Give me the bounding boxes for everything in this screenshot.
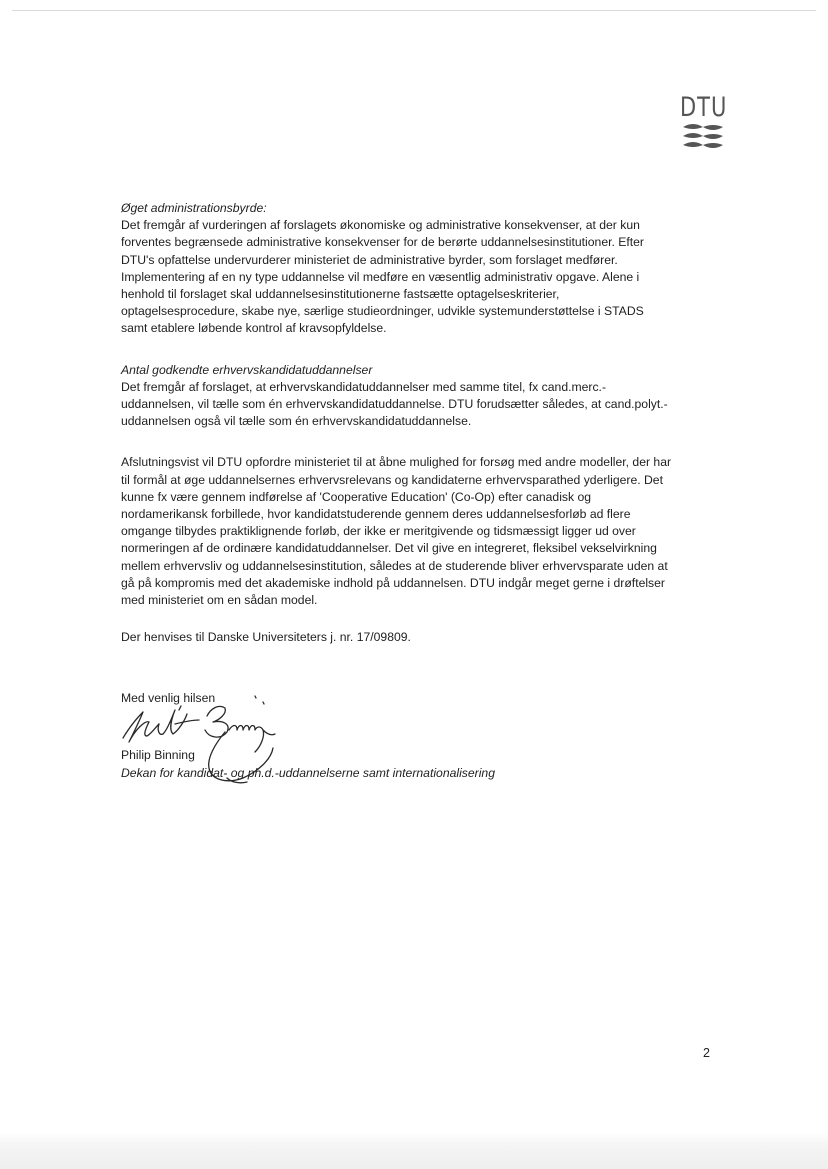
dtu-logo-text: DTU — [680, 92, 728, 122]
signer-name: Philip Binning — [121, 748, 195, 762]
signer-title: Dekan for kandidat- og ph.d.-uddannelserne samt internationalisering — [121, 766, 495, 780]
section-text — [121, 379, 721, 431]
text-line: henhold til forslaget skal uddannelsesinstitutionerne fastsætte optagelseskriterier, — [121, 287, 560, 302]
text-line: med ministeriet om en sådan model. — [121, 593, 318, 608]
signature-block — [121, 690, 721, 800]
text-line: normeringen af de ordinære kandidatuddannelser. Det vil give en integreret, fleksibel vekselvirkning — [121, 541, 657, 556]
reference-line: Der henvises til Danske Universiteters j. nr. 17/09809. — [121, 630, 411, 645]
text-line: Det fremgår af vurderingen af forslagets økonomiske og administrative konsekvenser, at der kun — [121, 218, 640, 233]
text-line: omgange tilbydes praktiklignende forløb, der ikke er meritgivende og tidsmæssigt ligger ud over — [121, 524, 636, 539]
text-line: gå på kompromis med det akademiske indhold på uddannelsen. DTU indgår meget gerne i drøftelser — [121, 575, 665, 590]
text-line: til formål at øge uddannelsernes erhvervsrelevans og kandidaterne erhvervsparathed yderligere. Det — [121, 472, 663, 487]
text-line: DTU's opfattelse undervurderer ministeriet de administrative byrder, som forslaget medfører. — [121, 252, 618, 267]
letter-body — [121, 200, 721, 646]
section-heading: Antal godkendte erhvervskandidatuddannelser — [121, 362, 373, 377]
section-administration — [121, 200, 721, 338]
section-heading: Øget administrationsbyrde: — [121, 201, 267, 215]
bottom-scan-band — [0, 1132, 828, 1169]
dtu-logo — [680, 92, 726, 158]
text-line: Det fremgår af forslaget, at erhvervskandidatuddannelser med samme titel, fx cand.merc.- — [121, 379, 607, 394]
text-line: kunne fx være gennem indførelse af 'Cooperative Education' (Co-Op) efter canadisk og — [121, 489, 592, 504]
section-approved-programmes — [121, 362, 721, 431]
text-line: samt etablere løbende kontrol af kravsopfyldelse. — [121, 321, 387, 336]
text-line: nordamerikansk forbillede, hvor kandidatstuderende gennem deres uddannelsesforløb ad flere — [121, 507, 631, 522]
text-line: Implementering af en ny type uddannelse vil medføre en væsentlig administrativ opgave. Alene i — [121, 269, 640, 284]
handwritten-signature — [115, 690, 335, 800]
page-number: 2 — [703, 1046, 710, 1060]
text-line: uddannelsen, vil tælle som én erhvervskandidatuddannelse. DTU forudsætter således, at cand.polyt.- — [121, 397, 668, 412]
text-line: optagelsesprocedure, skabe nye, særlige studieordninger, udvikle systemunderstøttelse i STADS — [121, 304, 644, 319]
top-scan-rule — [12, 10, 816, 11]
closing-paragraph — [121, 454, 721, 609]
text-line: Afslutningsvist vil DTU opfordre ministeriet til at åbne mulighed for forsøg med andre modeller, der har — [121, 455, 672, 470]
text-line: mellem erhvervsliv og uddannelsesinstitution, således at de studerende bliver erhvervsparate uden at — [121, 558, 668, 573]
greeting: Med venlig hilsen — [121, 691, 216, 705]
text-line: uddannelsen også vil tælle som én erhvervskandidatuddannelse. — [121, 414, 472, 429]
text-line: forventes begrænsede administrative konsekvenser for de berørte uddannelsesinstitutioner. Efter — [121, 235, 644, 250]
section-text — [121, 217, 721, 337]
dtu-logo-marks — [683, 122, 723, 152]
